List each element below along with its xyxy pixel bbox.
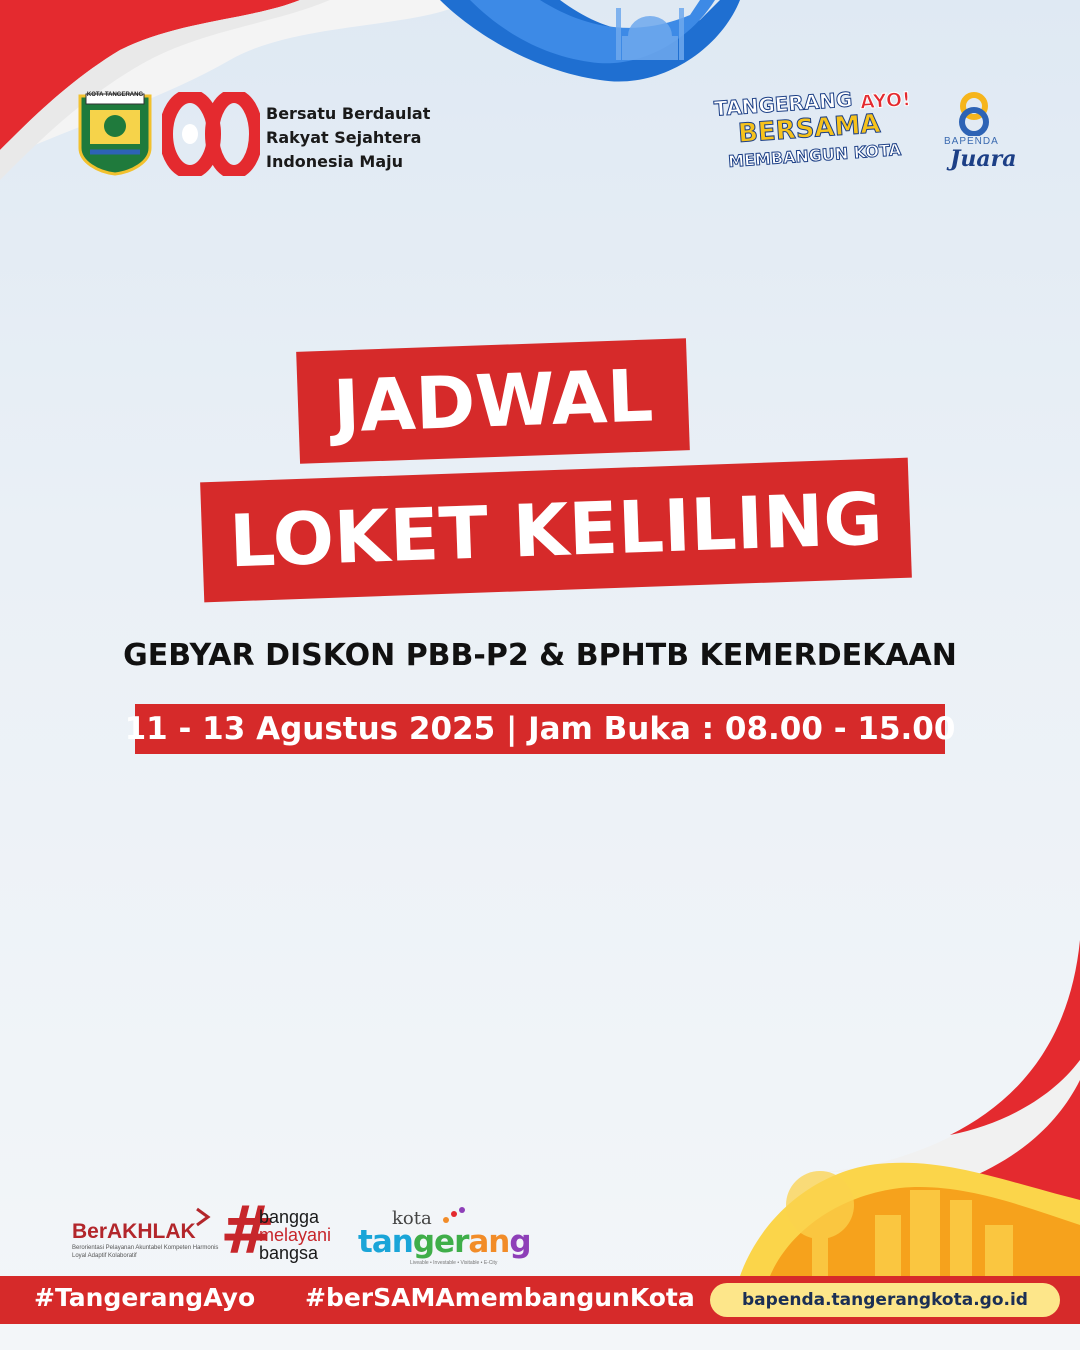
bangga-line-1: bangga <box>259 1207 320 1227</box>
title-line-2: LOKET KELILING <box>200 458 912 603</box>
anniversary-tagline <box>266 102 430 174</box>
emblem-label: KOTA TANGERANG <box>86 92 144 98</box>
kota-tangerang-emblem <box>76 92 154 176</box>
bangga-hash-icon: # <box>220 1192 276 1269</box>
hashtag-tangerang-ayo: #TangerangAyo <box>34 1283 256 1312</box>
hashtag-bersama-membangun-kota: #berSAMAmembangunKota <box>305 1283 695 1312</box>
berakhlak-logo: BerAKHLAK <box>72 1220 196 1243</box>
website-url[interactable]: bapenda.tangerangkota.go.id <box>710 1283 1060 1317</box>
bapenda-logo-mark <box>952 92 996 136</box>
schedule-bar: 11 - 13 Agustus 2025 | Jam Buka : 08.00 - 15.00 <box>135 704 945 754</box>
tangerang-dots-icon <box>440 1206 470 1226</box>
campaign-word-ayo: AYO! <box>859 88 912 114</box>
tagline-line-1: Bersatu Berdaulat <box>266 104 431 123</box>
kota-label: kota <box>392 1208 432 1229</box>
bangga-line-2: melayani <box>259 1225 332 1245</box>
campaign-logo <box>710 87 925 178</box>
bangga-line-3: bangsa <box>259 1243 319 1263</box>
title-line-1: JADWAL <box>296 338 690 464</box>
tagline-line-3: Indonesia Maju <box>266 152 403 171</box>
campaign-word-bersama: BERSAMA <box>737 109 882 149</box>
tagline-line-2: Rakyat Sejahtera <box>266 128 422 147</box>
berakhlak-subtitle: Berorientasi Pelayanan Akuntabel Kompeten Harmonis Loyal Adaptif Kolaboratif <box>72 1245 219 1259</box>
bapenda-juara-script: Juara <box>950 146 1017 172</box>
event-subtitle: GEBYAR DISKON PBB-P2 & BPHTB KEMERDEKAAN <box>123 638 957 673</box>
campaign-word-membangun: MEMBANGUN KOTA <box>727 139 902 172</box>
anniversary-80-logo <box>162 92 260 176</box>
berakhlak-chevron-icon <box>194 1206 212 1228</box>
kota-tangerang-tagline: Liveable • Investable • Visitable • E-City <box>410 1260 498 1266</box>
bangga-melayani-bangsa-logo <box>259 1208 331 1262</box>
campaign-word-tangerang: TANGERANG <box>713 87 854 121</box>
kota-tangerang-logo: tangerang <box>358 1224 531 1260</box>
bapenda-label: BAPENDA <box>944 136 999 147</box>
